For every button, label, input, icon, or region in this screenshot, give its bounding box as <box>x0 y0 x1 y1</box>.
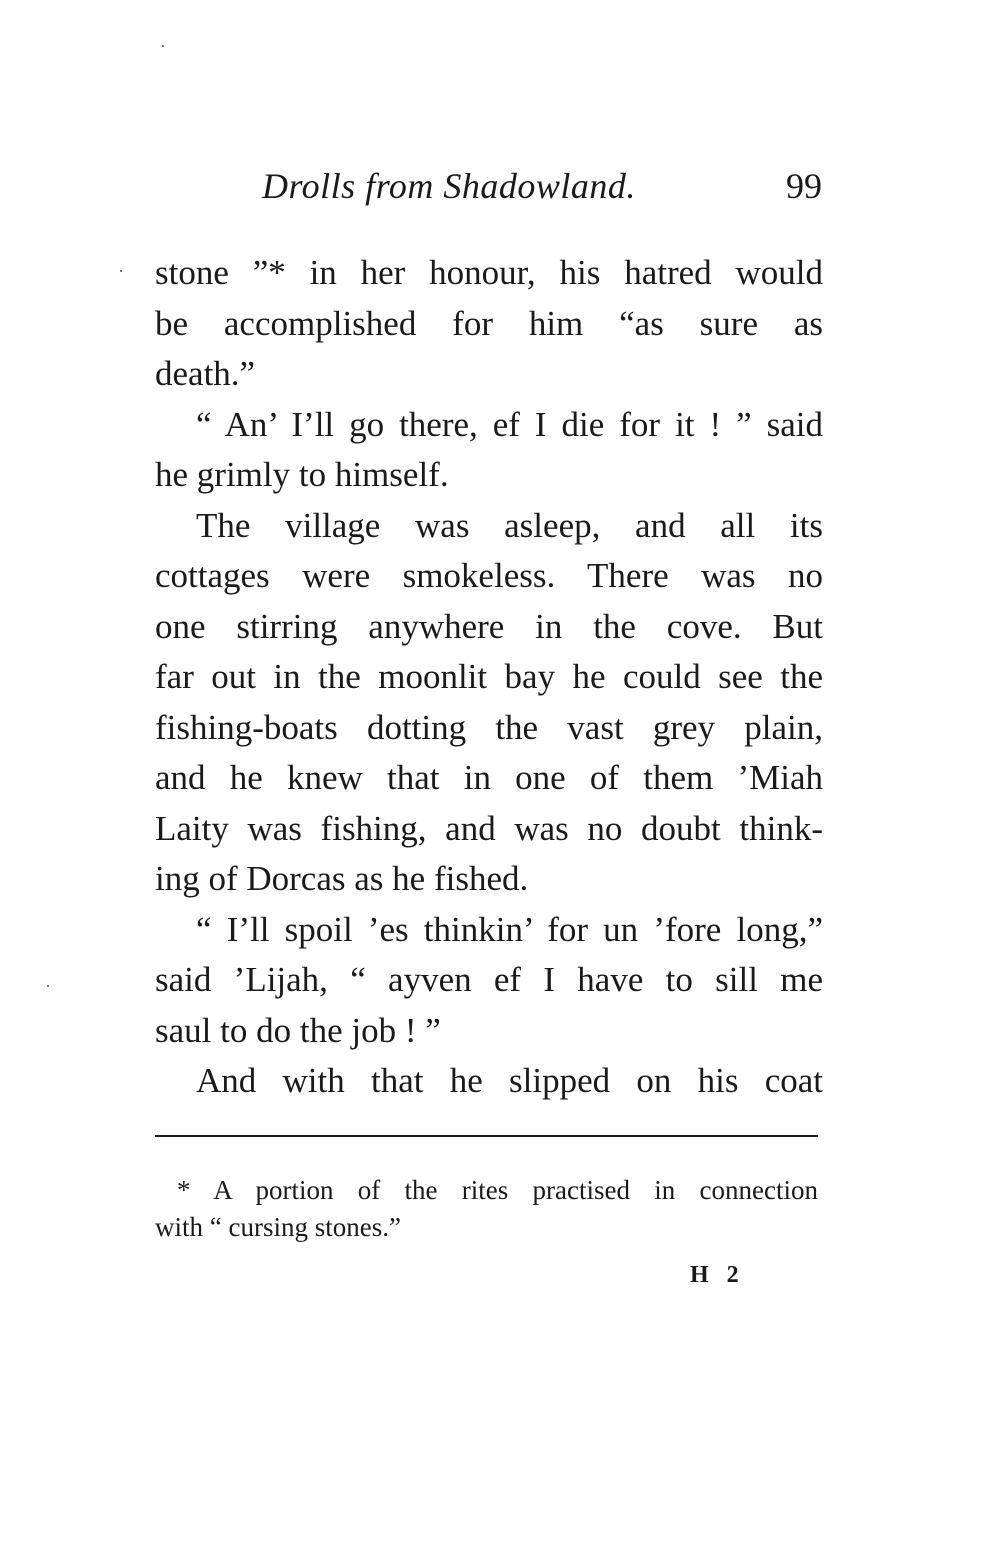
text-line: saul to do the job ! ” <box>155 1010 441 1050</box>
text-line: “ An’ I’ll go there, ef I die for it ! ” said <box>196 404 823 444</box>
margin-speck <box>47 985 49 987</box>
margin-speck <box>162 45 164 47</box>
text-line: be accomplished for him “as sure as <box>155 303 823 343</box>
text-line: The village was asleep, and all its <box>196 505 823 545</box>
text-line: and he knew that in one of them ’Miah <box>155 758 823 797</box>
footnote-line: * A portion of the rites practised in connection <box>177 1175 818 1205</box>
signature-mark: H 2 <box>690 1262 745 1288</box>
text-line: “ I’ll spoil ’es thinkin’ for un ’fore long,” <box>196 909 823 949</box>
text-line: And with that he slipped on his coat <box>196 1061 823 1100</box>
footnote-line: with “ cursing stones.” <box>155 1212 401 1242</box>
running-title: Drolls from Shadowland. <box>262 166 636 206</box>
text-line: cottages were smokeless. There was no <box>155 556 823 595</box>
body-text <box>155 248 823 1107</box>
running-head <box>262 165 822 215</box>
footnote-rule <box>155 1135 818 1137</box>
text-line: stone ”* in her honour, his hatred would <box>155 253 823 292</box>
margin-speck <box>120 270 122 272</box>
text-line: death.” <box>155 354 256 393</box>
text-line: ing of Dorcas as he fished. <box>155 859 529 898</box>
text-line: one stirring anywhere in the cove. But <box>155 606 823 646</box>
text-line: said ’Lijah, “ ayven ef I have to sill me <box>155 960 823 999</box>
text-line: he grimly to himself. <box>155 455 449 494</box>
footnote <box>155 1172 818 1246</box>
text-line: Laity was fishing, and was no doubt think- <box>155 808 823 848</box>
text-line: fishing-boats dotting the vast grey plain, <box>155 707 823 747</box>
text-line: far out in the moonlit bay he could see the <box>155 657 823 696</box>
page-number: 99 <box>786 166 822 206</box>
